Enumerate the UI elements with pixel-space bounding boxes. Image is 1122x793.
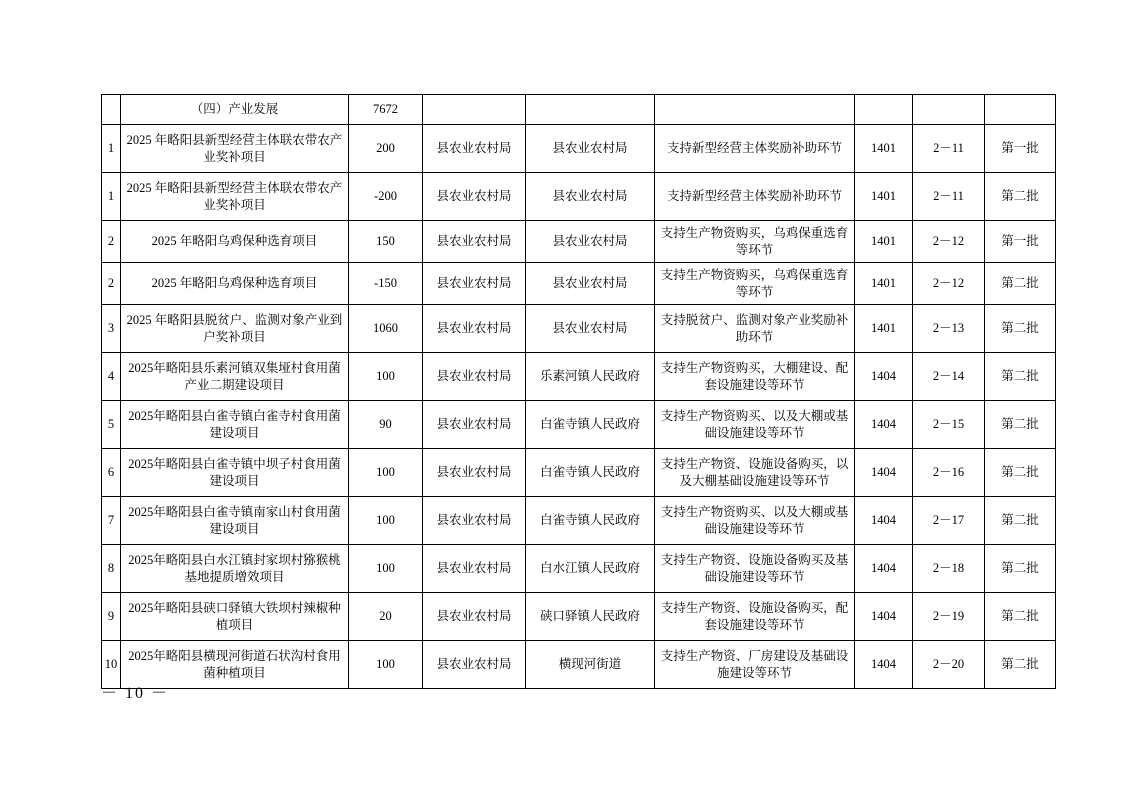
cell-amount: 100 [349, 545, 423, 593]
table-row [102, 305, 1056, 353]
cell-amount: 100 [349, 449, 423, 497]
page-number: － 10 － [101, 685, 170, 702]
cell-function-code: 1404 [855, 401, 913, 449]
cell-project-name: 2025 年略阳乌鸡保种选育项目 [121, 221, 349, 263]
table-row [102, 497, 1056, 545]
table-row [102, 125, 1056, 173]
cell-department: 县农业农村局 [423, 545, 526, 593]
table-row [102, 641, 1056, 689]
budget-table-body [102, 95, 1056, 689]
cell-batch [985, 95, 1056, 125]
cell-department: 县农业农村局 [423, 125, 526, 173]
cell-department: 县农业农村局 [423, 401, 526, 449]
cell-index: 3 [102, 305, 121, 353]
cell-project-name: （四）产业发展 [121, 95, 349, 125]
cell-fund-use: 支持生产物资、设施设备购买及基础设施建设等环节 [655, 545, 855, 593]
cell-project-name: 2025 年略阳县新型经营主体联农带农产业奖补项目 [121, 173, 349, 221]
cell-unit: 县农业农村局 [526, 305, 655, 353]
cell-task-code: 2－16 [913, 449, 985, 497]
cell-amount: -200 [349, 173, 423, 221]
cell-function-code: 1401 [855, 125, 913, 173]
cell-function-code: 1404 [855, 593, 913, 641]
cell-task-code: 2－14 [913, 353, 985, 401]
cell-fund-use: 支持生产物资购买，乌鸡保重选育等环节 [655, 221, 855, 263]
cell-unit: 乐素河镇人民政府 [526, 353, 655, 401]
cell-index: 5 [102, 401, 121, 449]
cell-task-code: 2－12 [913, 263, 985, 305]
cell-project-name: 2025 年略阳县新型经营主体联农带农产业奖补项目 [121, 125, 349, 173]
cell-amount: 100 [349, 353, 423, 401]
cell-index: 2 [102, 263, 121, 305]
cell-task-code: 2－19 [913, 593, 985, 641]
cell-unit: 县农业农村局 [526, 173, 655, 221]
cell-fund-use: 支持生产物资、设施设备购买，配套设施建设等环节 [655, 593, 855, 641]
cell-department [423, 95, 526, 125]
cell-function-code: 1401 [855, 263, 913, 305]
cell-unit: 横现河街道 [526, 641, 655, 689]
cell-function-code [855, 95, 913, 125]
cell-department: 县农业农村局 [423, 173, 526, 221]
cell-amount: 100 [349, 641, 423, 689]
cell-unit: 白雀寺镇人民政府 [526, 497, 655, 545]
cell-function-code: 1404 [855, 353, 913, 401]
cell-function-code: 1404 [855, 641, 913, 689]
cell-fund-use: 支持生产物资购买、以及大棚或基础设施建设等环节 [655, 497, 855, 545]
table-row [102, 173, 1056, 221]
cell-index: 7 [102, 497, 121, 545]
cell-unit [526, 95, 655, 125]
cell-task-code: 2－18 [913, 545, 985, 593]
cell-unit: 县农业农村局 [526, 263, 655, 305]
budget-table [101, 94, 1056, 689]
cell-index: 1 [102, 173, 121, 221]
cell-function-code: 1404 [855, 449, 913, 497]
cell-amount: 150 [349, 221, 423, 263]
cell-department: 县农业农村局 [423, 305, 526, 353]
cell-task-code: 2－12 [913, 221, 985, 263]
cell-index: 6 [102, 449, 121, 497]
cell-project-name: 2025年略阳县白雀寺镇南家山村食用菌建设项目 [121, 497, 349, 545]
cell-batch: 第二批 [985, 593, 1056, 641]
cell-batch: 第二批 [985, 353, 1056, 401]
cell-department: 县农业农村局 [423, 593, 526, 641]
cell-department: 县农业农村局 [423, 353, 526, 401]
cell-index: 8 [102, 545, 121, 593]
cell-batch: 第二批 [985, 545, 1056, 593]
cell-task-code: 2－11 [913, 125, 985, 173]
cell-department: 县农业农村局 [423, 221, 526, 263]
cell-function-code: 1401 [855, 305, 913, 353]
cell-project-name: 2025年略阳县白水江镇封家坝村猕猴桃基地提质增效项目 [121, 545, 349, 593]
table-row [102, 95, 1056, 125]
cell-fund-use: 支持生产物资购买，乌鸡保重选育等环节 [655, 263, 855, 305]
cell-batch: 第二批 [985, 641, 1056, 689]
cell-amount: 100 [349, 497, 423, 545]
cell-fund-use [655, 95, 855, 125]
cell-fund-use: 支持脱贫户、监测对象产业奖励补助环节 [655, 305, 855, 353]
cell-batch: 第二批 [985, 305, 1056, 353]
cell-amount: -150 [349, 263, 423, 305]
cell-index: 10 [102, 641, 121, 689]
cell-task-code: 2－17 [913, 497, 985, 545]
cell-fund-use: 支持生产物资、厂房建设及基础设施建设等环节 [655, 641, 855, 689]
cell-fund-use: 支持生产物资购买，大棚建设、配套设施建设等环节 [655, 353, 855, 401]
cell-batch: 第一批 [985, 221, 1056, 263]
cell-amount: 20 [349, 593, 423, 641]
cell-fund-use: 支持生产物资购买、以及大棚或基础设施建设等环节 [655, 401, 855, 449]
cell-batch: 第二批 [985, 401, 1056, 449]
cell-index: 2 [102, 221, 121, 263]
cell-project-name: 2025 年略阳县脱贫户、监测对象产业到户奖补项目 [121, 305, 349, 353]
cell-project-name: 2025年略阳县白雀寺镇白雀寺村食用菌建设项目 [121, 401, 349, 449]
cell-amount: 7672 [349, 95, 423, 125]
cell-task-code: 2－20 [913, 641, 985, 689]
cell-amount: 200 [349, 125, 423, 173]
cell-batch: 第一批 [985, 125, 1056, 173]
table-row [102, 353, 1056, 401]
cell-amount: 1060 [349, 305, 423, 353]
table-row [102, 593, 1056, 641]
cell-task-code [913, 95, 985, 125]
cell-batch: 第二批 [985, 263, 1056, 305]
cell-function-code: 1404 [855, 545, 913, 593]
table-row [102, 221, 1056, 263]
table-row [102, 401, 1056, 449]
cell-index: 9 [102, 593, 121, 641]
cell-fund-use: 支持新型经营主体奖励补助环节 [655, 173, 855, 221]
cell-project-name: 2025年略阳县横现河街道石状沟村食用菌种植项目 [121, 641, 349, 689]
cell-function-code: 1401 [855, 173, 913, 221]
cell-index: 4 [102, 353, 121, 401]
table-row [102, 545, 1056, 593]
cell-unit: 白雀寺镇人民政府 [526, 449, 655, 497]
cell-function-code: 1401 [855, 221, 913, 263]
cell-unit: 白雀寺镇人民政府 [526, 401, 655, 449]
cell-batch: 第二批 [985, 173, 1056, 221]
cell-index: 1 [102, 125, 121, 173]
budget-table-container [101, 94, 1039, 689]
cell-department: 县农业农村局 [423, 449, 526, 497]
cell-unit: 县农业农村局 [526, 125, 655, 173]
cell-unit: 白水江镇人民政府 [526, 545, 655, 593]
cell-project-name: 2025年略阳县乐素河镇双集垭村食用菌产业二期建设项目 [121, 353, 349, 401]
cell-department: 县农业农村局 [423, 641, 526, 689]
cell-task-code: 2－13 [913, 305, 985, 353]
cell-fund-use: 支持新型经营主体奖励补助环节 [655, 125, 855, 173]
cell-unit: 硖口驿镇人民政府 [526, 593, 655, 641]
cell-batch: 第二批 [985, 449, 1056, 497]
cell-unit: 县农业农村局 [526, 221, 655, 263]
cell-task-code: 2－15 [913, 401, 985, 449]
table-row [102, 449, 1056, 497]
table-row [102, 263, 1056, 305]
cell-project-name: 2025 年略阳乌鸡保种选育项目 [121, 263, 349, 305]
cell-fund-use: 支持生产物资、设施设备购买，以及大棚基础设施建设等环节 [655, 449, 855, 497]
cell-project-name: 2025年略阳县硖口驿镇大铁坝村辣椒种植项目 [121, 593, 349, 641]
cell-department: 县农业农村局 [423, 263, 526, 305]
cell-project-name: 2025年略阳县白雀寺镇中坝子村食用菌建设项目 [121, 449, 349, 497]
cell-department: 县农业农村局 [423, 497, 526, 545]
cell-index [102, 95, 121, 125]
cell-task-code: 2－11 [913, 173, 985, 221]
cell-batch: 第二批 [985, 497, 1056, 545]
cell-amount: 90 [349, 401, 423, 449]
cell-function-code: 1404 [855, 497, 913, 545]
